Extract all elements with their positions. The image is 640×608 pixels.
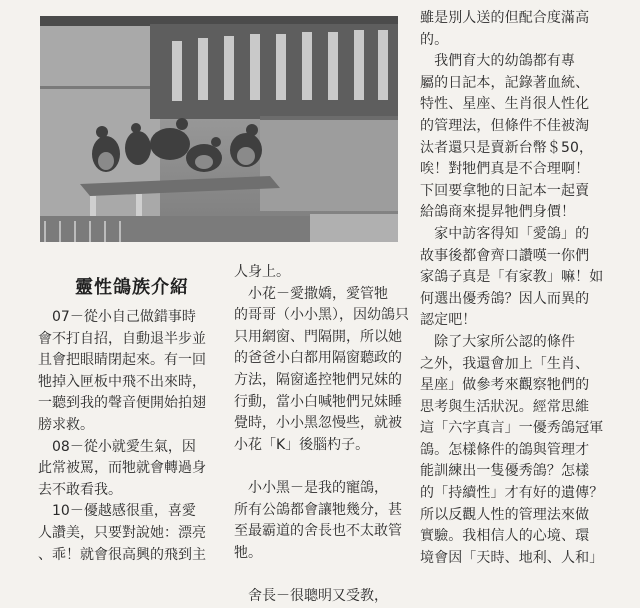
text-line: 所以反觀人性的管理法來做 — [420, 506, 590, 523]
text-line: 汰者還只是賣新台幣＄50， — [420, 139, 594, 156]
text-line: 的哥哥（小小黑），因幼鴿只 — [234, 307, 409, 324]
text-line: 人讚美，只要對說她：漂亮 — [38, 524, 206, 541]
text-line: 10－優越感很重，喜愛 — [38, 503, 196, 520]
pigeons-photo — [40, 16, 398, 242]
text-line: 雖是別人送的但配合度滿高 — [420, 10, 590, 26]
text-line: 膀求救。 — [38, 416, 94, 433]
text-line: 我們育大的幼鴿都有專 — [420, 53, 576, 70]
text-line: 鴿。怎樣條件的鴿與管理才 — [420, 441, 590, 458]
text-line: 何選出優秀鴿？因人而異的 — [420, 290, 590, 307]
pigeons-on-perch-image — [40, 16, 398, 242]
text-line: 家鴿子真是「有家教」嘛！如 — [420, 269, 604, 286]
text-line: 這「六字真言」一優秀鴿冠軍 — [420, 420, 604, 437]
text-line: 07－從小自己做錯事時 — [38, 309, 196, 325]
text-line: 的。 — [420, 31, 449, 48]
text-line: 只用網窗、門隔開，所以她 — [234, 328, 402, 345]
text-line: 能訓練出一隻優秀鴿？怎樣 — [420, 463, 590, 480]
text-line: 至最霸道的舍長也不太敢管 — [234, 523, 402, 540]
text-line: 08－從小就愛生氣，因 — [38, 438, 196, 455]
text-line: 思考與生活狀況。經常思維 — [420, 398, 590, 415]
text-line — [234, 564, 412, 586]
text-line: 實驗。我相信人的心境、環 — [420, 528, 590, 545]
text-line: 舍長－很聰明又受教， — [234, 587, 388, 604]
text-line: 的爸爸小白都用隔窗聽政的 — [234, 350, 402, 367]
text-line: 一聽到我的聲音便開始拍翅 — [38, 395, 206, 412]
text-line: 唉！對牠們真是不合理啊！ — [420, 161, 590, 178]
text-line: 家中訪客得知「愛鴿」的 — [420, 225, 590, 242]
text-line: 、乖！就會很高興的飛到主 — [38, 546, 206, 563]
text-line: 小花「K」後腦杓子。 — [234, 436, 370, 453]
text-line: 小花－愛撒嬌，愛管牠 — [234, 285, 388, 302]
text-line: 特性、星座、生肖很人性化 — [420, 96, 590, 113]
text-line: 的「持續性」才有好的遺傳？ — [420, 485, 604, 502]
text-column-1 — [38, 307, 220, 566]
text-line: 所有公鴿都會讓牠幾分，甚 — [234, 501, 402, 518]
text-line: 之外，我還會加上「生肖、 — [420, 355, 590, 372]
text-column-2 — [234, 262, 412, 608]
text-line: 人身上。 — [234, 264, 290, 280]
text-line: 的管理法，但條件不佳被淘 — [420, 117, 590, 134]
text-line: 除了大家所公認的條件 — [420, 333, 576, 350]
text-line: 認定吧！ — [420, 312, 477, 329]
text-line: 屬的日記本，記錄著血統、 — [420, 74, 590, 91]
text-column-3 — [420, 8, 612, 569]
text-line: 去不敢看我。 — [38, 481, 122, 498]
text-line: 下回要拿牠的日記本一起賣 — [420, 182, 590, 199]
text-line — [234, 456, 412, 478]
text-line: 小小黑－是我的寵鴿， — [234, 479, 388, 496]
text-line: 牠掉入匣板中飛不出來時， — [38, 373, 206, 390]
article-title: 靈性鴿族介紹 — [75, 277, 189, 298]
text-line: 故事後都會齊口讚嘆一你們 — [420, 247, 590, 264]
text-line: 給鴿商來提昇牠們身價！ — [420, 204, 576, 221]
text-line: 境會因「天時、地利、人和」 — [420, 549, 604, 566]
text-line: 方法，隔窗遙控牠們兄妹的 — [234, 371, 402, 388]
text-line: 星座」做參考來觀察牠們的 — [420, 377, 590, 394]
text-line: 行動，當小白喊牠們兄妹睡 — [234, 393, 402, 410]
text-line: 覺時，小小黑忽慢些，就被 — [234, 415, 402, 432]
text-line: 牠。 — [234, 544, 262, 561]
text-line: 且會把眼睛閉起來。有一回 — [38, 352, 206, 369]
text-line: 會不打自招，自動退半步並 — [38, 330, 206, 347]
text-line: 此常被罵，而牠就會轉過身 — [38, 460, 206, 477]
